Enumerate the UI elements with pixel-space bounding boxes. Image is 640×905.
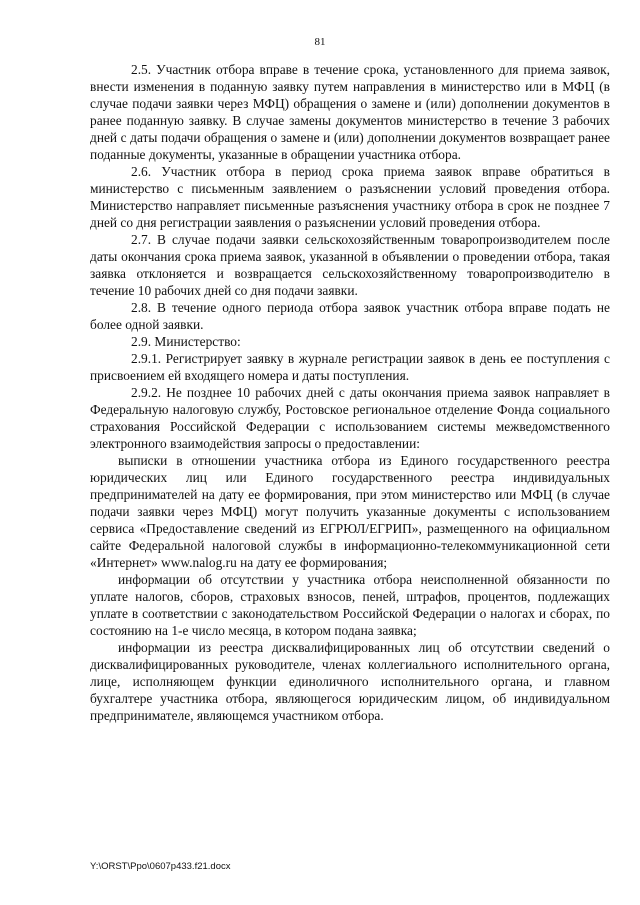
paragraph-2-6: 2.6. Участник отбора в период срока приема заявок вправе обратиться в министерство с письменным заявлением о разъяснении условий проведения отбора. Министерство направляет письменные разъяснения участнику отбора в срок не позднее 7 дней со дня регистрации заявления о разъяснении условий проведения отбора. bbox=[90, 164, 610, 230]
list-item-egrul-extract: выписки в отношении участника отбора из Единого государственного реестра юридических лиц или Единого государственного реестра индивидуальных предпринимателей на дату ее формирования, при этом министерство или МФЦ (в случае подачи заявки через МФЦ) могут получить указанные документы с использованием сервиса «Предоставление сведений из ЕГРЮЛ/ЕГРИП», размещенного на официальном сайте Федеральной налоговой службы в информационно-телекоммуникационной сети «Интернет» www.nalog.ru на дату ее формирования; bbox=[90, 453, 610, 570]
paragraph-2-8: 2.8. В течение одного периода отбора заявок участник отбора вправе подать не более одной заявки. bbox=[90, 300, 610, 332]
paragraph-2-9-2: 2.9.2. Не позднее 10 рабочих дней с даты окончания приема заявок направляет в Федеральную налоговую службу, Ростовское региональное отделение Фонда социального страхования Российской Федерации с использованием системы межведомственного электронного взаимодействия запросы о предоставлении: bbox=[90, 385, 610, 451]
list-item-disqualified-registry: информации из реестра дисквалифицированных лиц об отсутствии сведений о дисквалифицированных руководителе, членах коллегиального исполнительного органа, лице, исполняющем функции единоличного исполнительного органа, и главном бухгалтере участника отбора, являющегося юридическим лицом, об индивидуальном предпринимателе, являющемся участником отбора. bbox=[90, 640, 610, 723]
page-number: 81 bbox=[314, 36, 326, 48]
file-path-footer: Y:\ORST\Ppo\0607p433.f21.docx bbox=[90, 861, 231, 872]
paragraph-2-9-1: 2.9.1. Регистрирует заявку в журнале регистрации заявок в день ее поступления с присвоением ей входящего номера и даты поступления. bbox=[90, 351, 610, 383]
paragraph-2-5: 2.5. Участник отбора вправе в течение срока, установленного для приема заявок, внести изменения в поданную заявку путем направления в министерство или в МФЦ (в случае подачи заявки через МФЦ) обращения о замене и (или) дополнении документов в ранее поданную заявку. В случае замены документов министерство в течение 3 рабочих дней с даты подачи обращения о замене и (или) дополнении документов возвращает ранее поданные документы, указанные в обращении участника отбора. bbox=[90, 62, 610, 162]
paragraph-2-7: 2.7. В случае подачи заявки сельскохозяйственным товаропроизводителем после даты окончания срока приема заявок, указанной в объявлении о проведении отбора, такая заявка отклоняется и возвращается сельскохозяйственному товаропроизводителю в течение 10 рабочих дней со дня подачи заявки. bbox=[90, 232, 610, 298]
document-body bbox=[90, 61, 610, 724]
paragraph-2-9: 2.9. Министерство: bbox=[131, 334, 241, 349]
list-item-tax-info: информации об отсутствии у участника отбора неисполненной обязанности по уплате налогов, сборов, страховых взносов, пеней, штрафов, процентов, подлежащих уплате в соответствии с законодательством Российской Федерации о налогах и сборах, по состоянию на 1-е число месяца, в котором подана заявка; bbox=[90, 572, 610, 638]
